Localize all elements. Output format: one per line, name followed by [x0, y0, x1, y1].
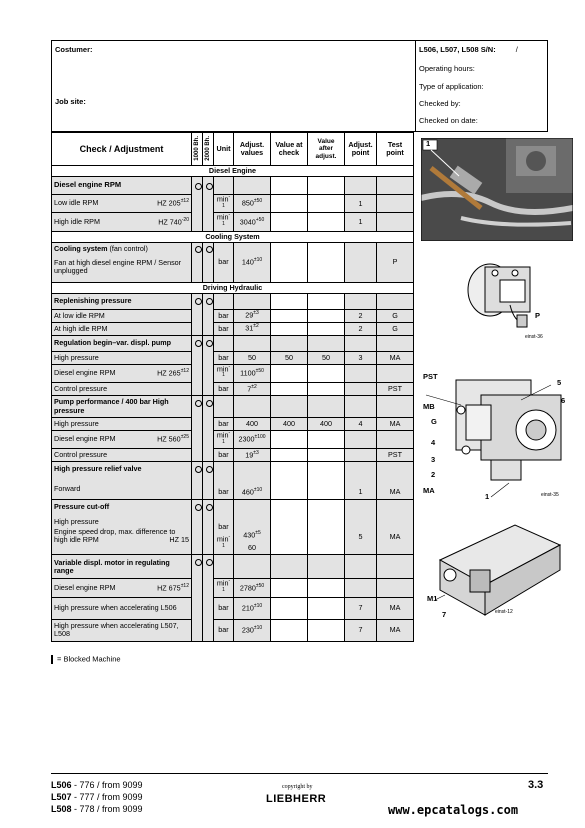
- col-unit: Unit: [214, 133, 234, 166]
- fig3-label-5: 5: [557, 378, 562, 387]
- valve-block-drawing: [421, 365, 573, 505]
- low-idle-row: Low idle RPM HZ $205^{\pm 12}$: [52, 195, 192, 213]
- section-cooling: Cooling System: [52, 231, 414, 242]
- checked-on: Checked on date:: [419, 116, 478, 125]
- fig2-label-p: P: [535, 311, 541, 320]
- circle-2000: [203, 177, 214, 232]
- section-diesel: Diesel Engine: [52, 166, 414, 177]
- col-value-check: Value at check: [271, 133, 308, 166]
- footer-copyright: copyright by: [282, 784, 313, 790]
- header-row: [52, 133, 414, 166]
- col-value-after: Value after adjust.: [308, 133, 345, 166]
- pump-drawing: [455, 245, 555, 345]
- cooling-row: Cooling system (fan control) Fan at high diesel engine RPM / Sensor unplugged: [52, 242, 192, 282]
- fig4-label-m1: M1: [427, 594, 438, 603]
- fig3-label-mb: MB: [423, 402, 435, 411]
- replen-high: At high idle RPM: [52, 322, 192, 335]
- col-adjust-point: Adjust. point: [345, 133, 377, 166]
- customer-label: Costumer:: [55, 45, 93, 54]
- header-divider: [415, 41, 416, 131]
- fig3-label-1: 1: [485, 492, 490, 501]
- blocked-marker: [51, 655, 53, 664]
- fig1-label: 1: [426, 139, 431, 148]
- high-idle-row: High idle RPM HZ $740^{-20}$: [52, 213, 192, 231]
- motor-rpm: Diesel engine RPM HZ $675^{\pm 12}$: [52, 579, 192, 597]
- fig3-label-ma: MA: [423, 486, 435, 495]
- col-test-point: Test point: [377, 133, 414, 166]
- fig3-label-4: 4: [431, 438, 436, 447]
- engine-photo: [421, 138, 573, 241]
- perf-title: Pump performance / 400 bar High pressure: [52, 396, 192, 418]
- header-box: [51, 40, 548, 132]
- motor-title: Variable displ. motor in regulating range: [52, 555, 192, 579]
- replen-low: At low idle RPM: [52, 309, 192, 322]
- model-sn: L506, L507, L508 S/N: /: [419, 45, 518, 54]
- fig4-label-7: 7: [442, 610, 447, 619]
- brand-logo: LIEBHERR: [266, 793, 327, 805]
- footer-rule: [51, 773, 548, 774]
- perf-rpm: Diesel engine RPM HZ $560^{\pm 25}$: [52, 431, 192, 449]
- jobsite-label: Job site:: [55, 97, 86, 106]
- col-2000: 2000 Bh.: [203, 133, 214, 166]
- perf-hp: High pressure: [52, 418, 192, 431]
- fig3-label-3: 3: [431, 455, 436, 464]
- fig2-caption: einst-36: [525, 334, 543, 340]
- fig3-label-6: 6: [561, 396, 566, 405]
- motor-l507: High pressure when accelerating L507, L508: [52, 619, 192, 641]
- website-watermark: www.epcatalogs.com: [388, 803, 519, 817]
- diesel-rpm-title: Diesel engine RPM: [52, 177, 192, 195]
- fig4-caption: einst-12: [495, 609, 513, 615]
- checked-by: Checked by:: [419, 99, 461, 108]
- motor-l506: High pressure when accelerating L506: [52, 597, 192, 619]
- col-check: Check / Adjustment: [52, 133, 192, 166]
- operating-hours: Operating hours:: [419, 64, 475, 73]
- relief-row: High pressure relief valve Forward: [52, 462, 192, 500]
- fig3-caption: einst-35: [541, 492, 559, 498]
- reg-cp: Control pressure: [52, 383, 192, 396]
- replen-title: Replenishing pressure: [52, 293, 192, 309]
- fig3-label-pst: PST: [423, 372, 438, 381]
- fig3-label-2: 2: [431, 470, 436, 479]
- section-driving: Driving Hydraulic: [52, 282, 414, 293]
- legend: = Blocked Machine: [51, 655, 121, 664]
- col-adjust-values: Adjust. values: [234, 133, 271, 166]
- cutoff-row: Pressure cut-off High pressure Engine speed drop, max. difference to high idle RPM HZ 15: [52, 500, 192, 555]
- page-number: 3.3: [528, 779, 544, 791]
- fig3-label-g: G: [431, 417, 437, 426]
- col-1000: 1000 Bh.: [192, 133, 203, 166]
- reg-rpm: Diesel engine RPM HZ $265^{\pm 12}$: [52, 364, 192, 382]
- motor-drawing: [425, 515, 575, 620]
- reg-title: Regulation begin–var. displ. pump: [52, 335, 192, 351]
- type-application: Type of application:: [419, 82, 484, 91]
- perf-cp: Control pressure: [52, 449, 192, 462]
- footer-models: L506 - 776 / from 9099 L507 - 777 / from 9099 L508 - 778 / from 9099: [51, 780, 143, 814]
- circle-1000: [192, 177, 203, 232]
- check-table: Check / Adjustment 1000 Bh. 2000 Bh. Unit Adjust. values Value at check Value after adjust. Adjust. point Test point Diesel Engine Diesel engine RPM Low idle RPM HZ $205^{\pm 12}$ $\min^{-1}$ $850^{\pm 50}$ 1 High idle RPM HZ $740^{-20}$ $\min^{-1}$ $3040^{+50}$ 1 Cooling System Cooling system (fan control) Fan at high diesel engine RPM / Sensor unplugged bar $140^{\pm 10}$ P Driving Hydraulic Replenishing pressure At low idle RPM bar $29^{\pm 3}$ 2 G At high idle RPM bar $31^{\pm 2}$ 2 G Regulation begin–var. displ. pump High pressure bar 50 50 50 3 MA Diesel engine RPM HZ $265^{\pm 12}$ $\min^{-1}$ $1100^{\pm 50}$ Control pressure bar $7^{\pm 2}$ PST Pump performance / 400 bar High pressure High pressure bar 400 400 400 4 MA Diesel engine RPM HZ $560^{\pm 25}$ $\min^{-1}$ $2300^{\pm 100}$ Control pressure bar $19^{\pm 3}$ PST High pressure relief valve Forward bar $460^{\pm 10}$ 1 MA Pressure cut-off High pressure Engine speed drop, max. difference to high idle RPM HZ 15 bar $\min^{-1}$ $430^{\pm 5}$ 60 5 MA Variable displ. motor in regulating range Diesel engine RPM HZ $675^{\pm 12}$ $\min^{-1}$ $2780^{\pm 50}$ High pressure when accelerating L506 bar $210^{\pm 10}$ 7 MA High pressure when accelerating L507, L508 bar $230^{\pm 10}$ 7 MA: [51, 132, 414, 642]
- reg-hp: High pressure: [52, 351, 192, 364]
